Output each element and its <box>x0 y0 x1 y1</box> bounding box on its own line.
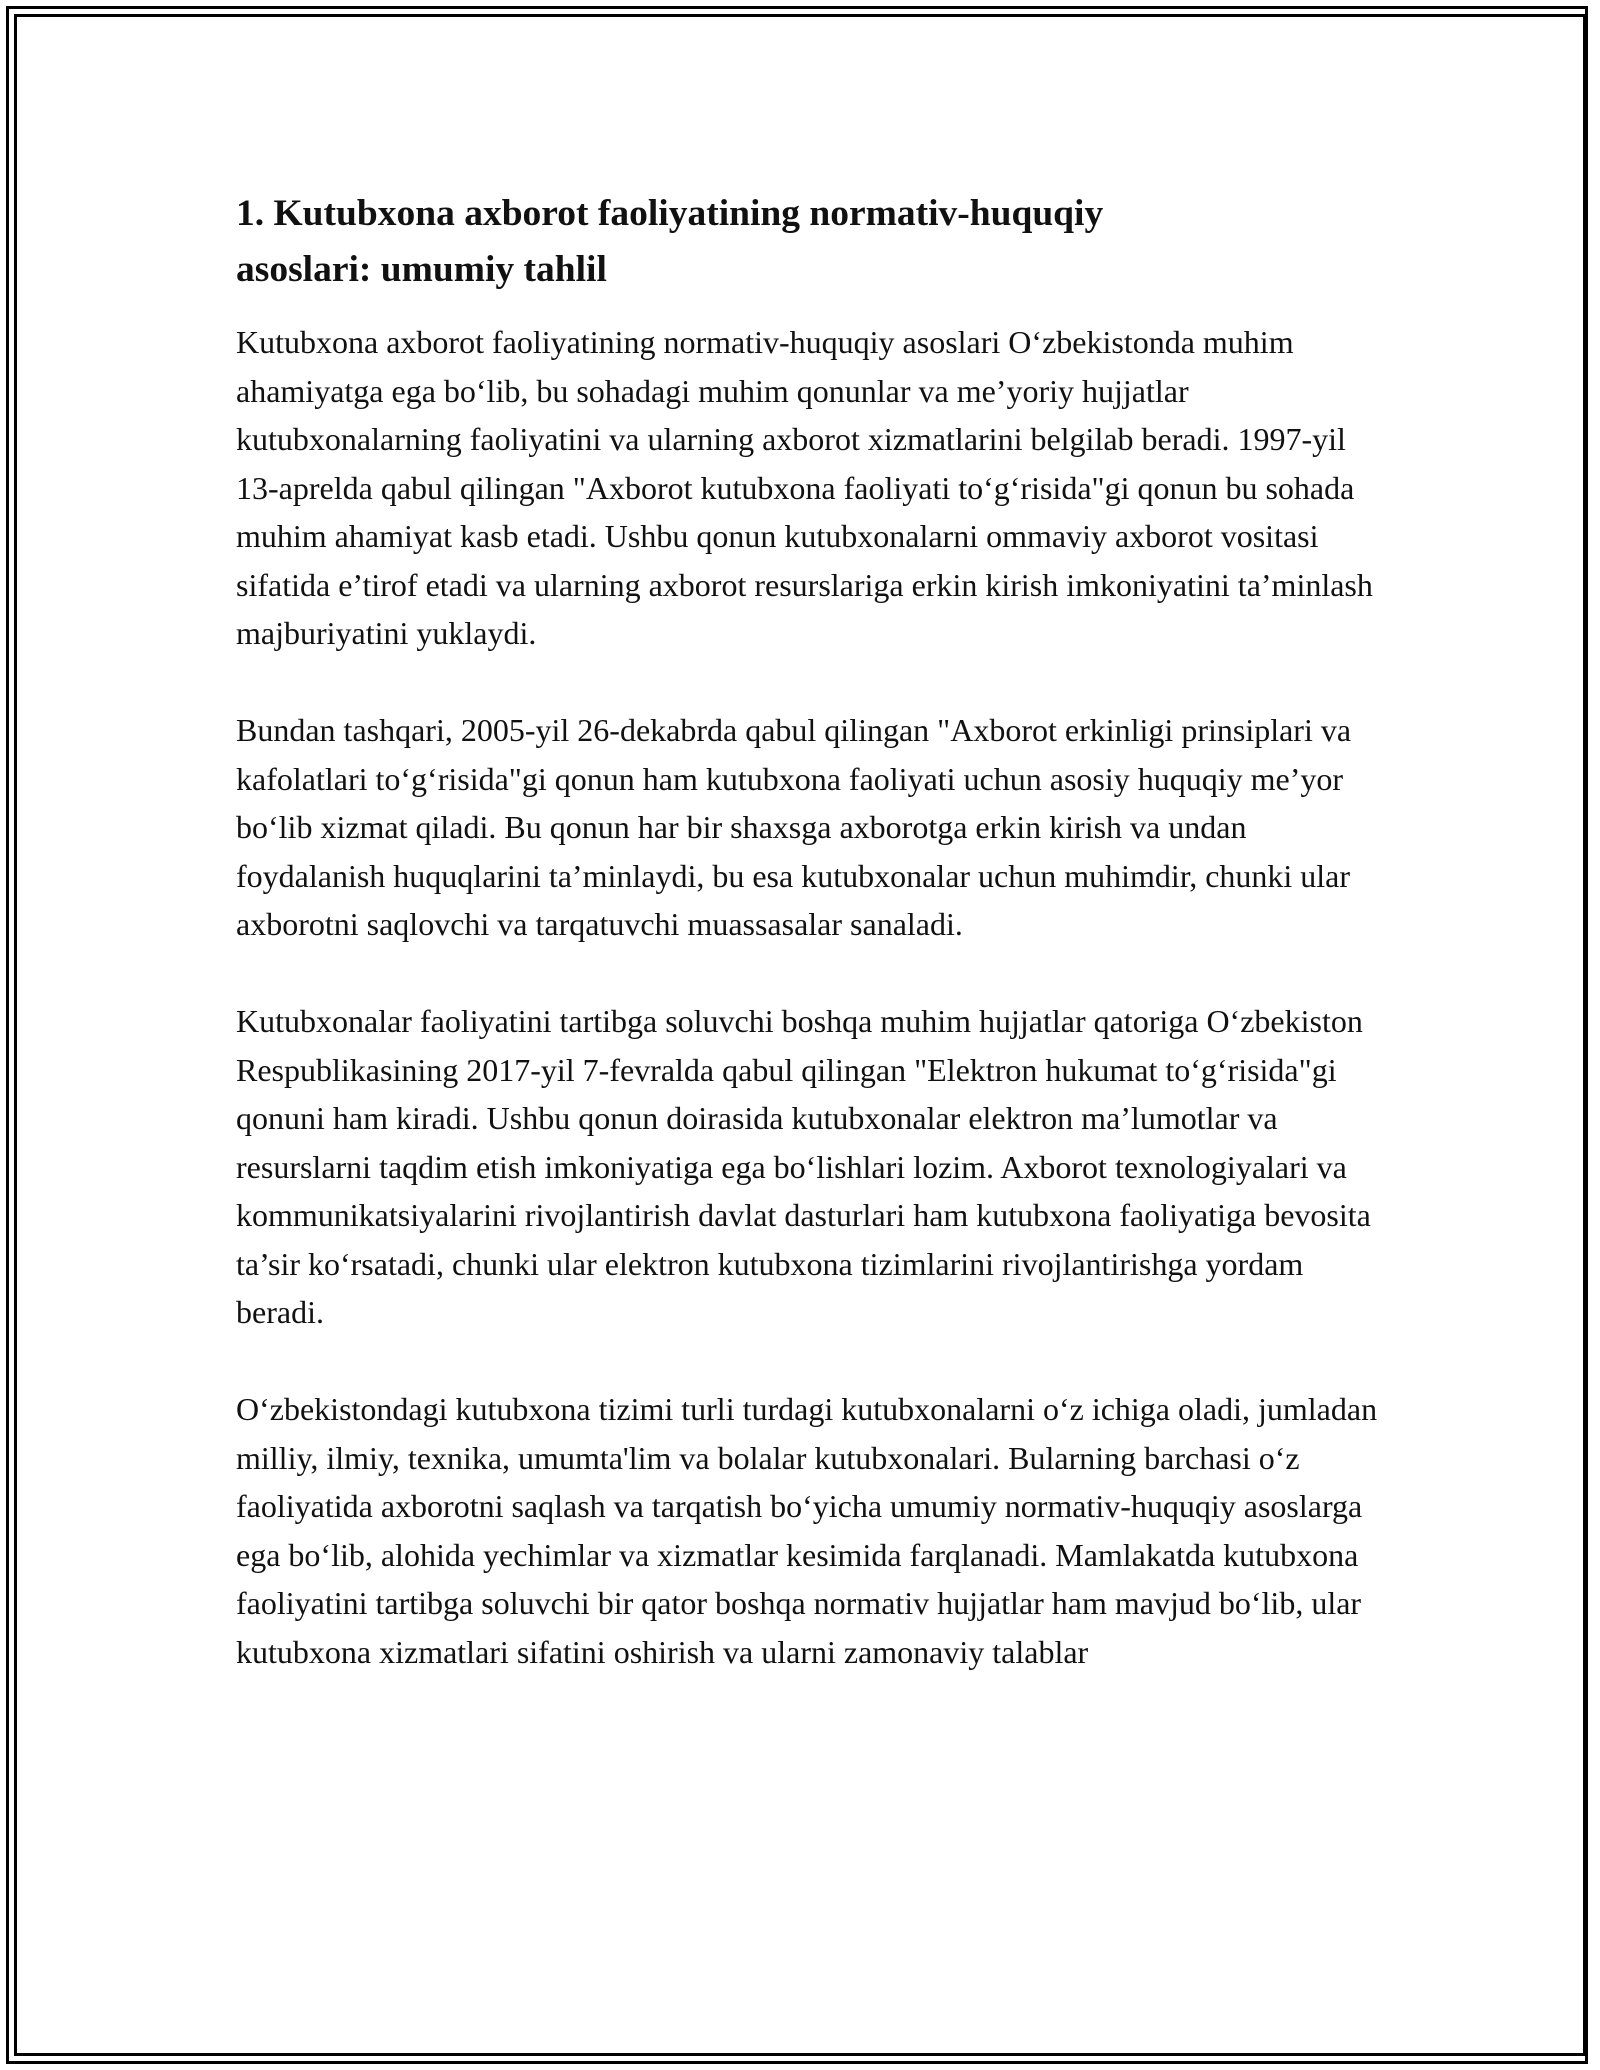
document-body <box>236 186 1386 1676</box>
heading-line-1: 1. Kutubxona axborot faoliyatining normativ-huquqiy <box>236 193 1104 234</box>
section-heading <box>236 186 1386 298</box>
paragraph-1: Kutubxona axborot faoliyatining normativ-huquqiy asoslari O‘zbekistonda muhim ahamiyatga ega bo‘lib, bu sohadagi muhim qonunlar va me’yoriy hujjatlar kutubxonalarning faoliyatini va ularning axborot xizmatlarini belgilab beradi. 1997-yil 13-aprelda qabul qilingan "Axborot kutubxona faoliyati to‘g‘risida"gi qonun bu sohada muhim ahamiyat kasb etadi. Ushbu qonun kutubxonalarni ommaviy axborot vositasi sifatida e’tirof etadi va ularning axborot resurslariga erkin kirish imkoniyatini ta’minlash majburiyatini yuklaydi. <box>236 324 1373 651</box>
heading-line-2: asoslari: umumiy tahlil <box>236 249 607 290</box>
paragraph-3: Kutubxonalar faoliyatini tartibga soluvchi boshqa muhim hujjatlar qatoriga O‘zbekiston Respublikasining 2017-yil 7-fevralda qabul qilingan "Elektron hukumat to‘g‘risida"gi qonuni ham kiradi. Ushbu qonun doirasida kutubxonalar elektron ma’lumotlar va resurslarni taqdim etish imkoniyatiga ega bo‘lishlari lozim. Axborot texnologiyalari va kommunikatsiyalarini rivojlantirish davlat dasturlari ham kutubxona faoliyatiga bevosita ta’sir ko‘rsatadi, chunki ular elektron kutubxona tizimlarini rivojlantirishga yordam beradi. <box>236 1003 1371 1330</box>
paragraph-4: O‘zbekistondagi kutubxona tizimi turli turdagi kutubxonalarni o‘z ichiga oladi, jumladan milliy, ilmiy, texnika, umumta'lim va bolalar kutubxonalari. Bularning barchasi o‘z faoliyatida axborotni saqlash va tarqatish bo‘yicha umumiy normativ-huquqiy asoslarga ega bo‘lib, alohida yechimlar va xizmatlar kesimida farqlanadi. Mamlakatda kutubxona faoliyatini tartibga soluvchi bir qator boshqa normativ hujjatlar ham mavjud bo‘lib, ular kutubxona xizmatlari sifatini oshirish va ularni zamonaviy talablar <box>236 1391 1378 1670</box>
paragraph-2: Bundan tashqari, 2005-yil 26-dekabrda qabul qilingan "Axborot erkinligi prinsiplari va kafolatlari to‘g‘risida"gi qonun ham kutubxona faoliyati uchun asosiy huquqiy me’yor bo‘lib xizmat qiladi. Bu qonun har bir shaxsga axborotga erkin kirish va undan foydalanish huquqlarini ta’minlaydi, bu esa kutubxonalar uchun muhimdir, chunki ular axborotni saqlovchi va tarqatuvchi muassasalar sanaladi. <box>236 712 1352 942</box>
